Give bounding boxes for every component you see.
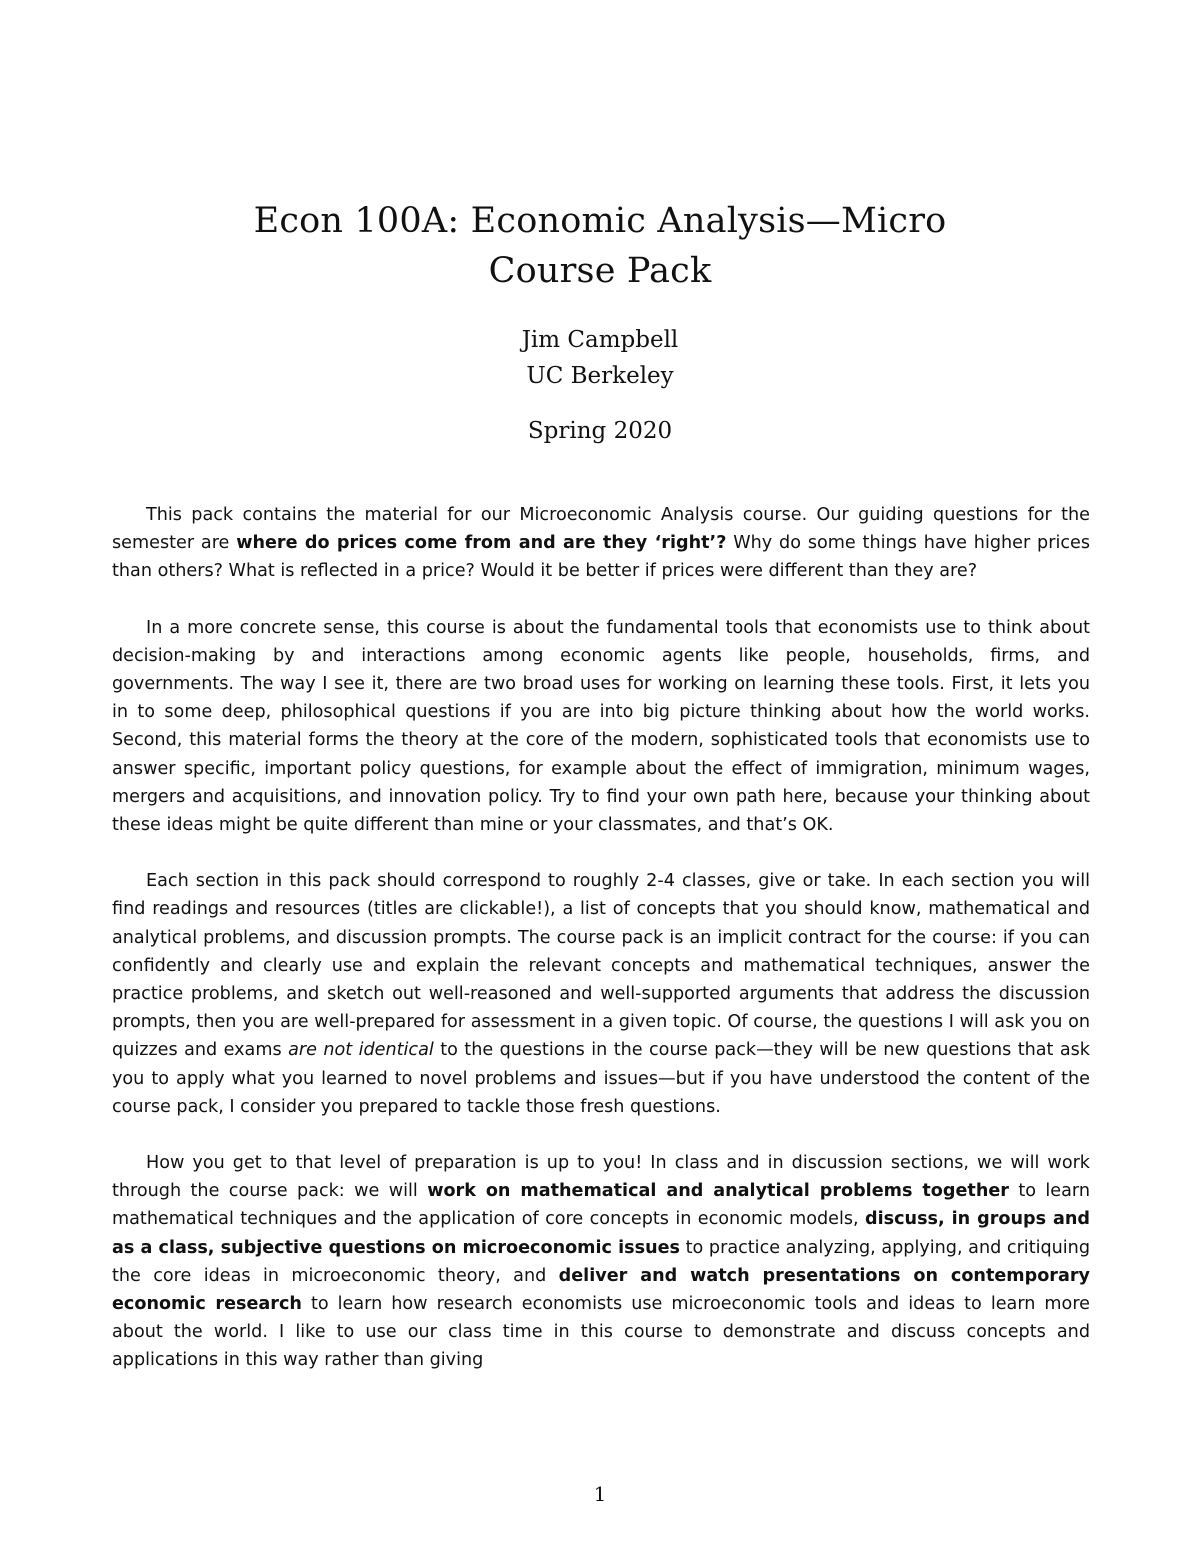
paragraph-text: Each section in this pack should correspond to roughly 2-4 classes, give or take. In each section you will find readings and resources (titles are clickable!), a list of concepts that you should know, mathematical and analytical problems, and discussion prompts. The course pack is an implicit contract for the course: if you can confidently and clearly use and explain the relevant concepts and mathematical techniques, answer the practice problems, and sketch out well-reasoned and well-supported arguments that address the discussion prompts, then you are well-prepared for assessment in a given topic. Of course, the questions I will ask you on quizzes and exams [112,871,1090,1061]
author-affiliation: UC Berkeley [526,363,674,389]
bold-phrase: discuss, in groups and as a class, subjective questions on microeconomic issues [112,1209,1090,1258]
paragraph-concrete [112,614,1090,840]
body-text [112,501,1090,1403]
paragraph-text: How you get to that level of preparation is up to you! In class and in discussion sections, we will work through the course pack: we will [112,1153,1090,1202]
document-title: Econ 100A: Economic Analysis—Micro [253,201,947,241]
bold-phrase: deliver and watch presentations on contemporary economic research [112,1265,1090,1315]
paragraph-text: This pack contains the material for our Microeconomic Analysis course. Our guiding questions for the semester are [112,505,1090,554]
title-block [0,196,1200,296]
bold-phrase: where do prices come from and are they ‘right’? [236,533,727,554]
document-subtitle: Course Pack [488,251,712,291]
paragraph-text: to learn mathematical techniques and the application of core concepts in economic models, [112,1181,1090,1230]
author-block [0,322,1200,394]
bold-phrase: work on mathematical and analytical problems together [427,1181,1009,1202]
paragraph-intro [112,501,1090,586]
author-name: Jim Campbell [521,327,679,353]
paragraph-text: to the questions in the course pack—they will be new questions that ask you to apply what you learned to novel problems and issues—but if you have understood the content of the course pack, I consider you prepared to tackle those fresh questions. [112,1040,1090,1117]
paragraph-sections [112,867,1090,1121]
page-number: 1 [593,1482,607,1506]
paragraph-text: Why do some things have higher prices than others? What is reflected in a price? Would it be better if prices were different than they are? [112,533,1090,582]
paragraph-text: to learn how research economists use microeconomic tools and ideas to learn more about the world. I like to use our class time in this course to demonstrate and discuss concepts and applications in this way rather than giving [112,1294,1090,1371]
term-date: Spring 2020 [527,418,673,444]
paragraph-text: to practice analyzing, applying, and critiquing the core ideas in microeconomic theory, and [112,1237,1091,1286]
italic-phrase: are not identical [288,1040,434,1061]
paragraph-preparation [112,1149,1090,1375]
paragraph-text: In a more concrete sense, this course is about the fundamental tools that economists use to think about decision-making by and interactions among economic agents like people, households, firms, and governments. The way I see it, there are two broad uses for working on learning these tools. First, it lets you in to some deep, philosophical questions if you are into big picture thinking about how the world works. Second, this material forms the theory at the core of the modern, sophisticated tools that economists use to answer specific, important policy questions, for example about the effect of immigration, minimum wages, mergers and acquisitions, and innovation policy. Try to find your own path here, because your thinking about these ideas might be quite different than mine or your classmates, and that’s OK. [112,617,1090,836]
